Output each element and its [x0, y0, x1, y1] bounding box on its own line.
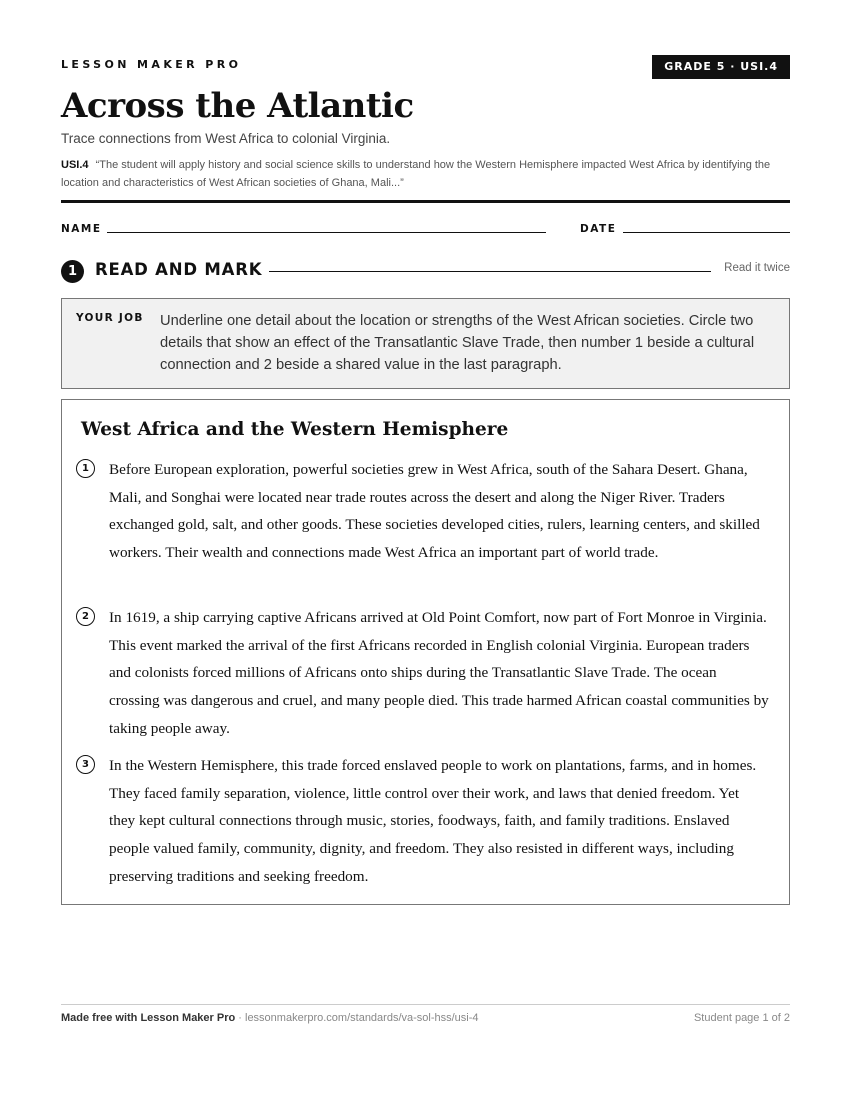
paragraph-text[interactable]: In 1619, a ship carrying captive Africans arrived at Old Point Comfort, now part of Fort Monroe in Virginia. This event marked the arrival of the first Africans recorded in English colonial Virginia. European traders and colonists forced millions of Africans onto ships during the Transatlantic Slave Trade. The ocean crossing was dangerous and cruel, and many people died. This trade harmed African coastal communities by taking people away. [109, 609, 769, 737]
name-label: NAME [61, 223, 102, 235]
paragraph-number: 3 [76, 755, 95, 774]
footer-made-by: Made free with Lesson Maker Pro [61, 1012, 236, 1024]
instructions-box [61, 298, 790, 389]
footer-credit [61, 1012, 479, 1024]
date-field[interactable] [623, 232, 790, 233]
header-divider [61, 200, 790, 203]
section-title: READ AND MARK [95, 260, 263, 279]
paragraph-text[interactable]: In the Western Hemisphere, this trade forced enslaved people to work on plantations, farms, and in homes. They faced family separation, violence, little control over their work, and laws that denied freedom. Yet they kept cultural connections through music, stories, foodways, faith, and family traditions. Enslaved people valued family, community, dignity, and freedom. They also resisted in different ways, including preserving traditions and seeking freedom. [109, 757, 757, 885]
standard-statement [61, 156, 790, 192]
standard-code: USI.4 [61, 159, 89, 171]
section-rule [269, 271, 711, 272]
worksheet-page [61, 0, 790, 1100]
date-label: DATE [580, 223, 617, 235]
instructions-label: YOUR JOB [76, 312, 144, 324]
footer-divider [61, 1004, 790, 1005]
section-number-badge: 1 [61, 260, 84, 283]
standard-text: “The student will apply history and social science skills to understand how the Western Hemisphere impacted West Africa by identifying the location and characteristics of West African societies of Ghana, Mali...” [61, 159, 771, 189]
paragraph-number: 1 [76, 459, 95, 478]
footer-url[interactable]: · lessonmakerpro.com/standards/va-sol-hss/usi-4 [235, 1012, 479, 1024]
section-note: Read it twice [724, 262, 790, 274]
paragraph-text[interactable]: Before European exploration, powerful societies grew in West Africa, south of the Sahara Desert. Ghana, Mali, and Songhai were located near trade routes across the desert and along the Niger River. Traders exchanged gold, salt, and other goods. These societies developed cities, rulers, learning centers, and skilled workers. Their wealth and connections made West Africa an important part of world trade. [109, 461, 760, 562]
name-field[interactable] [107, 232, 546, 233]
page-title: Across the Atlantic [61, 86, 414, 126]
footer-page-number: Student page 1 of 2 [693, 1012, 790, 1024]
grade-badge: GRADE 5 · USI.4 [652, 55, 790, 79]
paragraph-number: 2 [76, 607, 95, 626]
instructions-text: Underline one detail about the location or strengths of the West African societies. Circle two details that show an effect of the Transatlantic Slave Trade, then number 1 beside a cultural connection and 2 beside a shared value in the last paragraph. [160, 313, 755, 373]
brand-name: LESSON MAKER PRO [61, 58, 242, 71]
section-header [61, 259, 790, 285]
reading-passage [61, 399, 790, 905]
passage-title: West Africa and the Western Hemisphere [81, 419, 509, 440]
page-subtitle: Trace connections from West Africa to colonial Virginia. [61, 131, 391, 146]
